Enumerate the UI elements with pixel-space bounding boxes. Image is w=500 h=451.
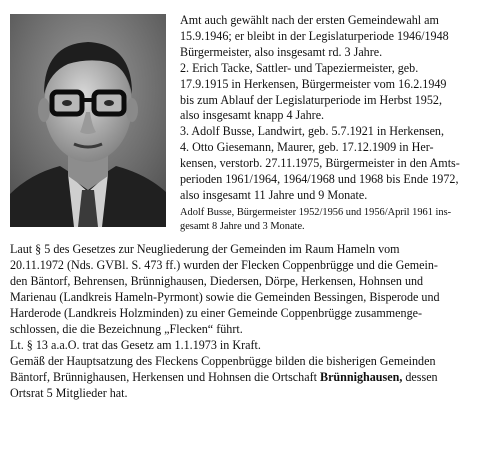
body-paragraph	[10, 241, 492, 401]
text-line: 20.11.1972 (Nds. GVBl. S. 473 ff.) wurden der Flecken Coppenbrügge und die Gemein-	[10, 258, 438, 273]
text-line: Harderode (Landkreis Holzminden) zu einer Gemeinde Coppenbrügge zusammenge-	[10, 306, 423, 321]
portrait-photo	[10, 14, 166, 227]
place-name-bold: Brünnighausen,	[320, 370, 403, 385]
text-line: 15.9.1946; er bleibt in der Legislaturperiode 1946/1948	[180, 28, 449, 43]
text-line: 17.9.1915 in Herkensen, Bürgermeister vom 16.2.1949	[180, 76, 447, 91]
text-line: Gemäß der Hauptsatzung des Fleckens Coppenbrügge bilden die bisherigen Gemeinden	[10, 354, 436, 369]
portrait-icon	[10, 14, 166, 227]
text-line: kensen, verstorb. 27.11.1975, Bürgermeister in den Amts-	[180, 156, 460, 171]
text-line: Lt. § 13 a.a.O. trat das Gesetz am 1.1.1973 in Kraft.	[10, 338, 261, 353]
caption-line: gesamt 8 Jahre und 3 Monate.	[180, 221, 305, 232]
text-line: 2. Erich Tacke, Sattler- und Tapeziermeister, geb.	[180, 60, 419, 75]
text-line: Amt auch gewählt nach der ersten Gemeindewahl am	[180, 13, 439, 27]
text-line: 4. Otto Giesemann, Maurer, geb. 17.12.1909 in Her-	[180, 140, 434, 155]
text-fragment: Bäntorf, Brünnighausen, Herkensen und Hohnsen die Ortschaft	[10, 370, 320, 385]
text-line: den Bäntorf, Behrensen, Brünnighausen, Diedersen, Dörpe, Herkensen, Hohnsen und	[10, 274, 424, 289]
text-fragment: dessen	[402, 370, 438, 385]
caption-line: Adolf Busse, Bürgermeister 1952/1956 und 1956/April 1961 ins-	[180, 207, 452, 218]
text-line: perioden 1961/1964, 1964/1968 und 1968 bis Ende 1972,	[180, 172, 459, 187]
photo-caption	[180, 206, 492, 234]
text-line: 3. Adolf Busse, Landwirt, geb. 5.7.1921 in Herkensen,	[180, 124, 445, 139]
text-line: Marienau (Landkreis Hameln-Pyrmont) sowie die Gemeinden Bessingen, Bisperode und	[10, 290, 440, 305]
text-line: also insgesamt 11 Jahre und 9 Monate.	[180, 187, 368, 202]
text-line: Laut § 5 des Gesetzes zur Neugliederung der Gemeinden im Raum Hameln vom	[10, 242, 400, 256]
text-line: schlossen, die die Bezeichnung „Flecken“ führt.	[10, 322, 243, 337]
text-line: also insgesamt knapp 4 Jahre.	[180, 108, 325, 123]
text-line	[10, 369, 492, 385]
text-line: bis zum Ablauf der Legislaturperiode im Herbst 1952,	[180, 92, 442, 107]
text-line: Bürgermeister, also insgesamt rd. 3 Jahre.	[180, 44, 383, 59]
text-line: Ortsrat 5 Mitglieder hat.	[10, 386, 128, 401]
top-paragraph	[180, 13, 492, 204]
